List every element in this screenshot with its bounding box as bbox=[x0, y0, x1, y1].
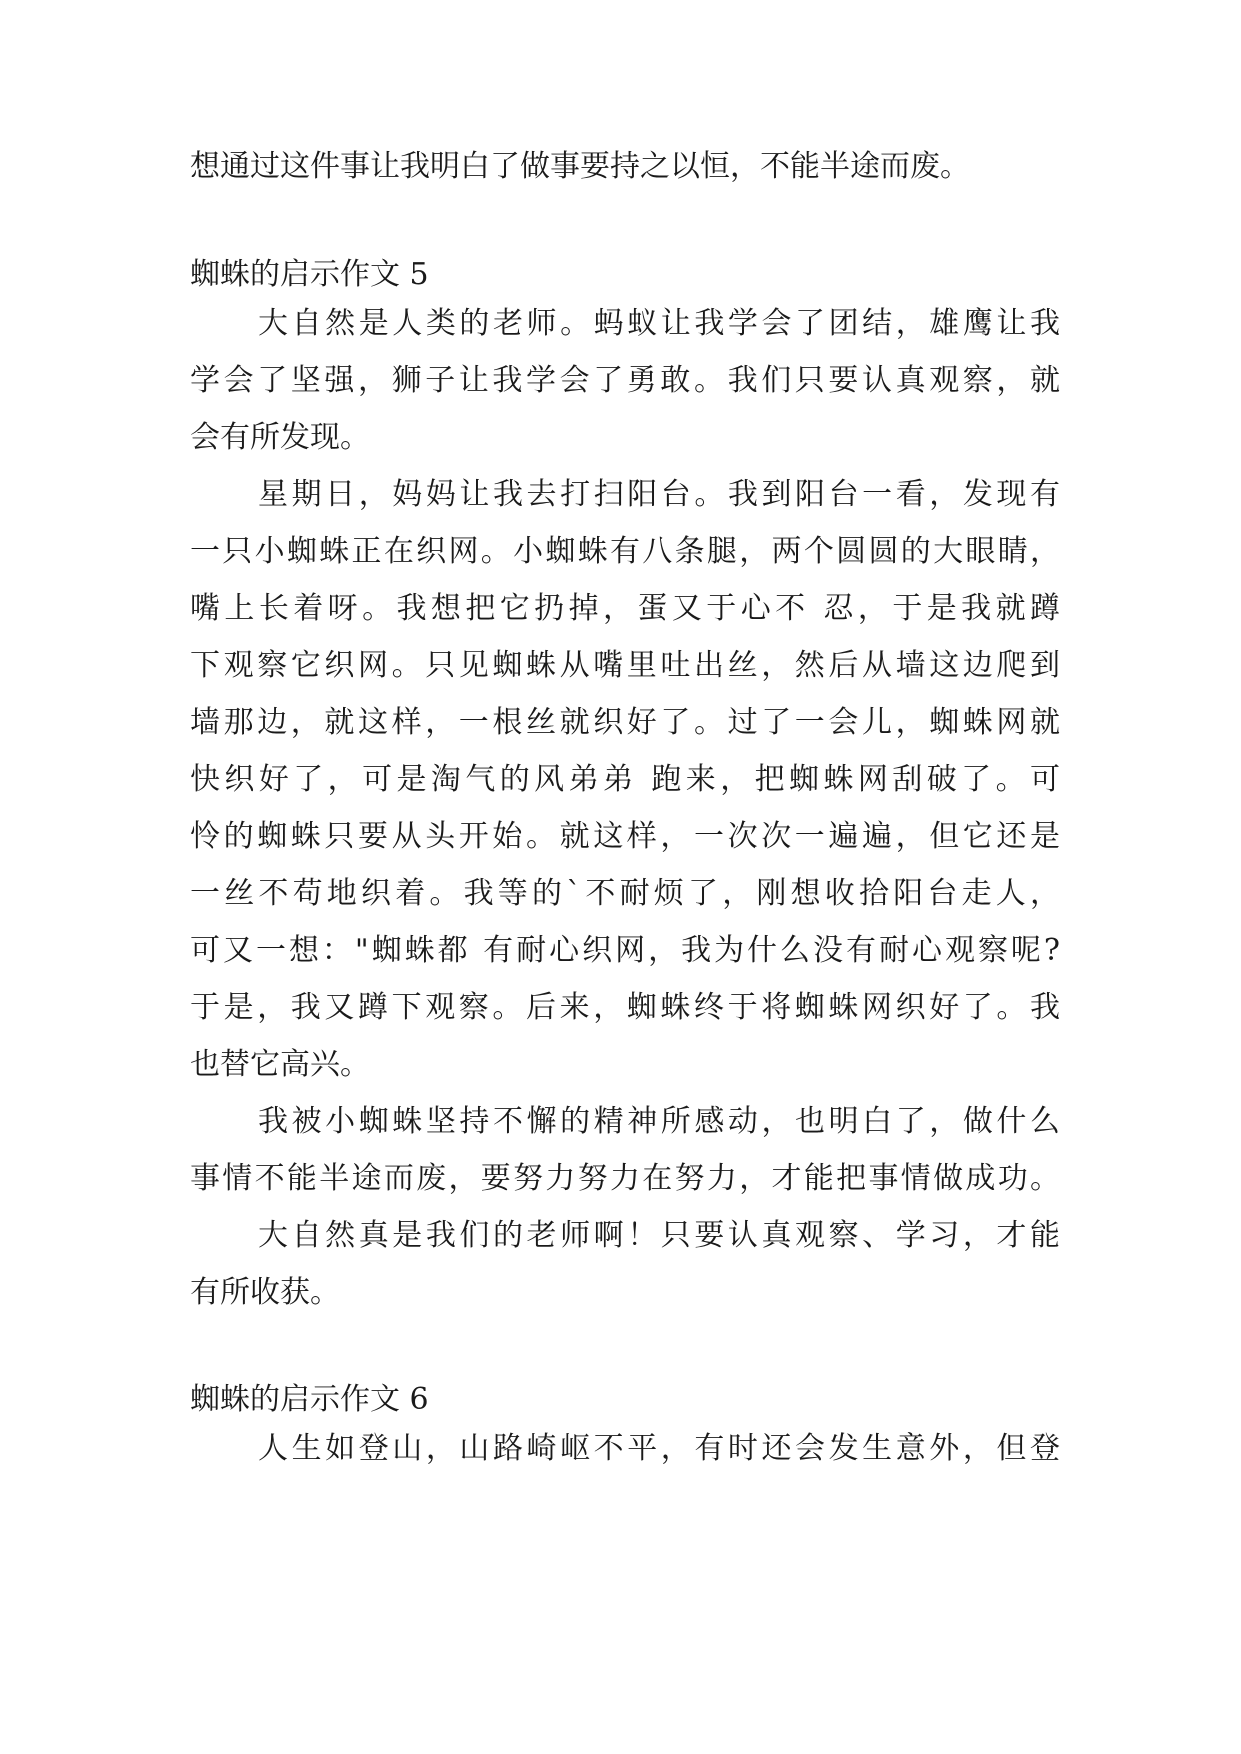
text-line: 一丝不苟地织着。我等的`不耐烦了，刚想收拾阳台走人， bbox=[190, 876, 1060, 911]
text-line: 于是，我又蹲下观察。后来，蜘蛛终于将蜘蛛网织好了。我 bbox=[190, 990, 1060, 1025]
text-line: 人生如登山，山路崎岖不平，有时还会发生意外，但登 bbox=[258, 1431, 1060, 1466]
text-line: 怜的蜘蛛只要从头开始。就这样，一次次一遍遍，但它还是 bbox=[190, 819, 1060, 854]
text-line: 快织好了，可是淘气的风弟弟 跑来，把蜘蛛网刮破了。可 bbox=[190, 762, 1060, 797]
text-line: 事情不能半途而废，要努力努力在努力，才能把事情做成功。 bbox=[190, 1161, 1060, 1196]
text-line: 可又一想："蜘蛛都 有耐心织网，我为什么没有耐心观察呢? bbox=[190, 933, 1060, 968]
text-line: 一只小蜘蛛正在织网。小蜘蛛有八条腿，两个圆圆的大眼睛， bbox=[190, 534, 1060, 569]
text-line: 也替它高兴。 bbox=[190, 1047, 370, 1082]
text-line: 嘴上长着呀。我想把它扔掉，蛋又于心不 忍，于是我就蹲 bbox=[190, 591, 1060, 626]
section-heading-5: 蜘蛛的启示作文 5 bbox=[190, 257, 429, 292]
text-line: 有所收获。 bbox=[190, 1275, 340, 1310]
section-heading-6: 蜘蛛的启示作文 6 bbox=[190, 1382, 429, 1417]
text-line: 墙那边，就这样，一根丝就织好了。过了一会儿，蜘蛛网就 bbox=[190, 705, 1060, 740]
text-line: 会有所发现。 bbox=[190, 420, 370, 455]
text-line: 想通过这件事让我明白了做事要持之以恒，不能半途而废。 bbox=[190, 149, 970, 184]
text-line: 大自然真是我们的老师啊！只要认真观察、学习，才能 bbox=[258, 1218, 1060, 1253]
text-line: 星期日，妈妈让我去打扫阳台。我到阳台一看，发现有 bbox=[258, 477, 1060, 512]
text-line: 我被小蜘蛛坚持不懈的精神所感动，也明白了，做什么 bbox=[258, 1104, 1060, 1139]
text-line: 学会了坚强，狮子让我学会了勇敢。我们只要认真观察，就 bbox=[190, 363, 1060, 398]
text-line: 大自然是人类的老师。蚂蚁让我学会了团结，雄鹰让我 bbox=[258, 306, 1060, 341]
text-line: 下观察它织网。只见蜘蛛从嘴里吐出丝，然后从墙这边爬到 bbox=[190, 648, 1060, 683]
